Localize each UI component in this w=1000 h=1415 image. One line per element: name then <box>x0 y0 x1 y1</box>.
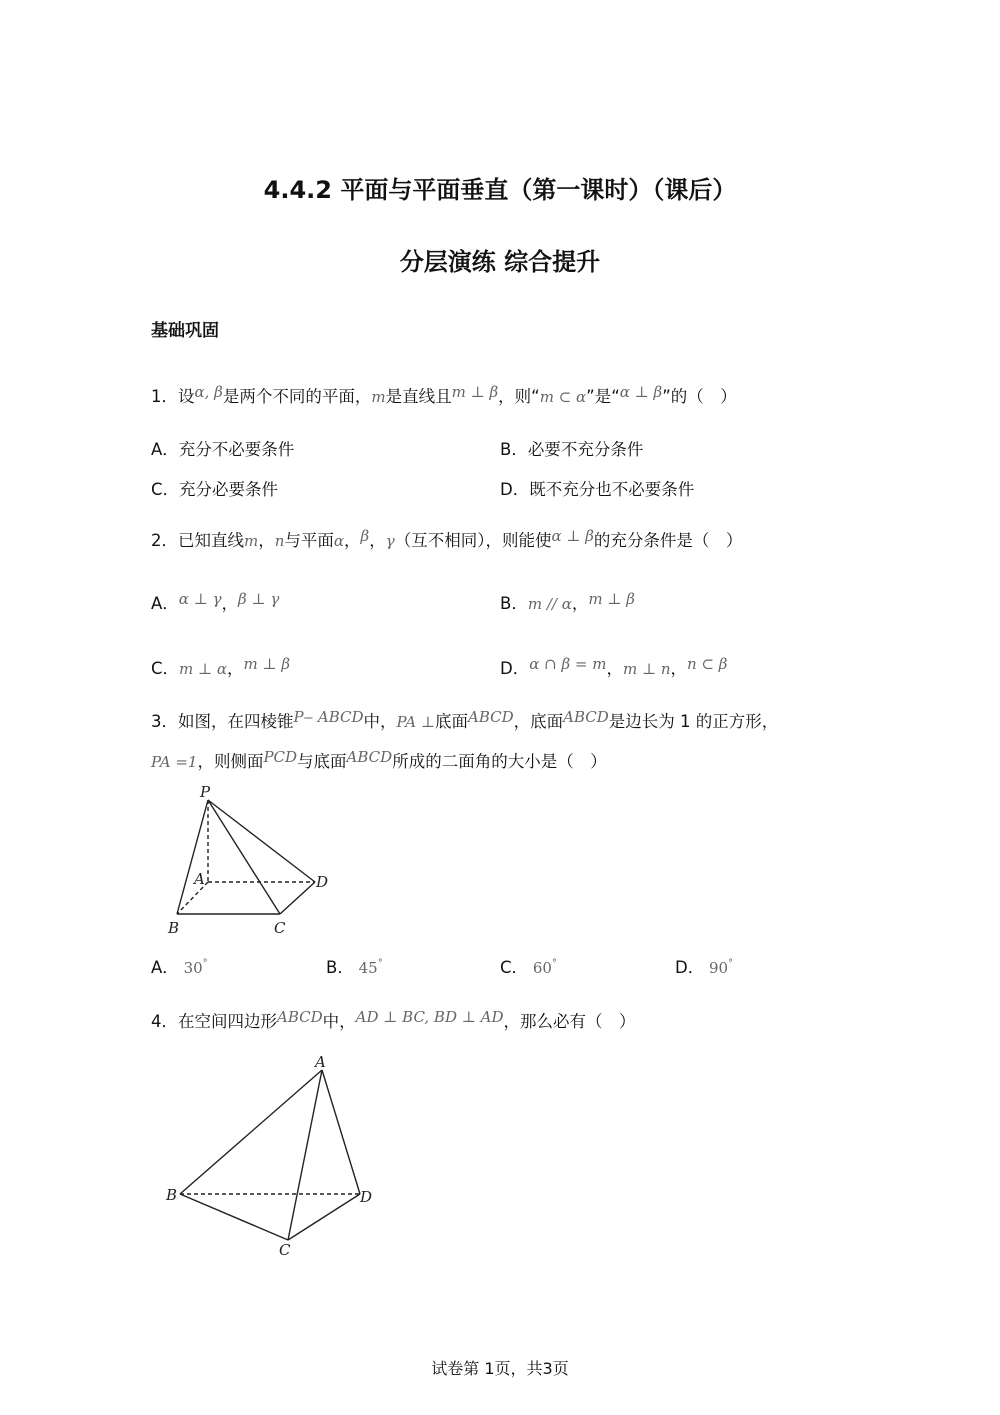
question-1: 1．设α, β是两个不同的平面，m是直线且m ⊥ β，则“m ⊂ α”是“α ⊥ β”的（ ） <box>151 383 737 406</box>
page-title: 4.4.2 平面与平面垂直（第一课时）（课后） <box>263 176 737 204</box>
question-3-line-1: 3．如图，在四棱锥P‒ ABCD中，PA ⊥底面ABCD，底面ABCD是边长为 1 的正方形， <box>151 708 779 731</box>
q1-option-c: C．充分必要条件 <box>151 480 279 499</box>
q3-option-d: D． 90° <box>675 958 734 977</box>
q1-option-a: A．充分不必要条件 <box>151 440 295 459</box>
q2-option-a: A．α ⊥ γ，β ⊥ γ <box>151 590 280 613</box>
vertex-label-c: C <box>274 919 286 937</box>
question-2: 2．已知直线m，n与平面α，β，γ（互不相同），则能使α ⊥ β的充分条件是（ ） <box>151 527 743 550</box>
vertex-label-d: D <box>316 873 329 891</box>
vertex-label-b: B <box>168 919 180 937</box>
vertex-label-p: P <box>200 783 211 801</box>
q4-tetrahedron-figure <box>160 1050 400 1265</box>
q1-option-b: B．必要不充分条件 <box>500 440 644 459</box>
vertex-label-a: A <box>315 1053 326 1071</box>
q3-pyramid-figure <box>160 780 340 940</box>
q2-option-d: D．α ∩ β = m，m ⊥ n，n ⊂ β <box>500 655 728 678</box>
question-3-line-2: PA =1，则侧面PCD与底面ABCD所成的二面角的大小是（ ） <box>151 748 607 771</box>
q3-option-a: A． 30° <box>151 958 208 977</box>
q1-option-d: D．既不充分也不必要条件 <box>500 480 695 499</box>
q2-option-b: B．m // α，m ⊥ β <box>500 590 635 613</box>
q3-option-b: B． 45° <box>326 958 383 977</box>
vertex-label-b: B <box>166 1186 178 1204</box>
vertex-label-a: A <box>194 870 205 888</box>
page-subtitle: 分层演练 综合提升 <box>399 248 601 276</box>
question-4: 4．在空间四边形ABCD中，AD ⊥ BC, BD ⊥ AD，那么必有（ ） <box>151 1008 636 1031</box>
page-footer: 试卷第 1页，共3页 <box>431 1359 569 1378</box>
section-heading: 基础巩固 <box>151 321 219 341</box>
q2-option-c: C．m ⊥ α，m ⊥ β <box>151 655 291 678</box>
vertex-label-c: C <box>279 1241 291 1259</box>
q3-option-c: C． 60° <box>500 958 557 977</box>
vertex-label-d: D <box>360 1188 373 1206</box>
